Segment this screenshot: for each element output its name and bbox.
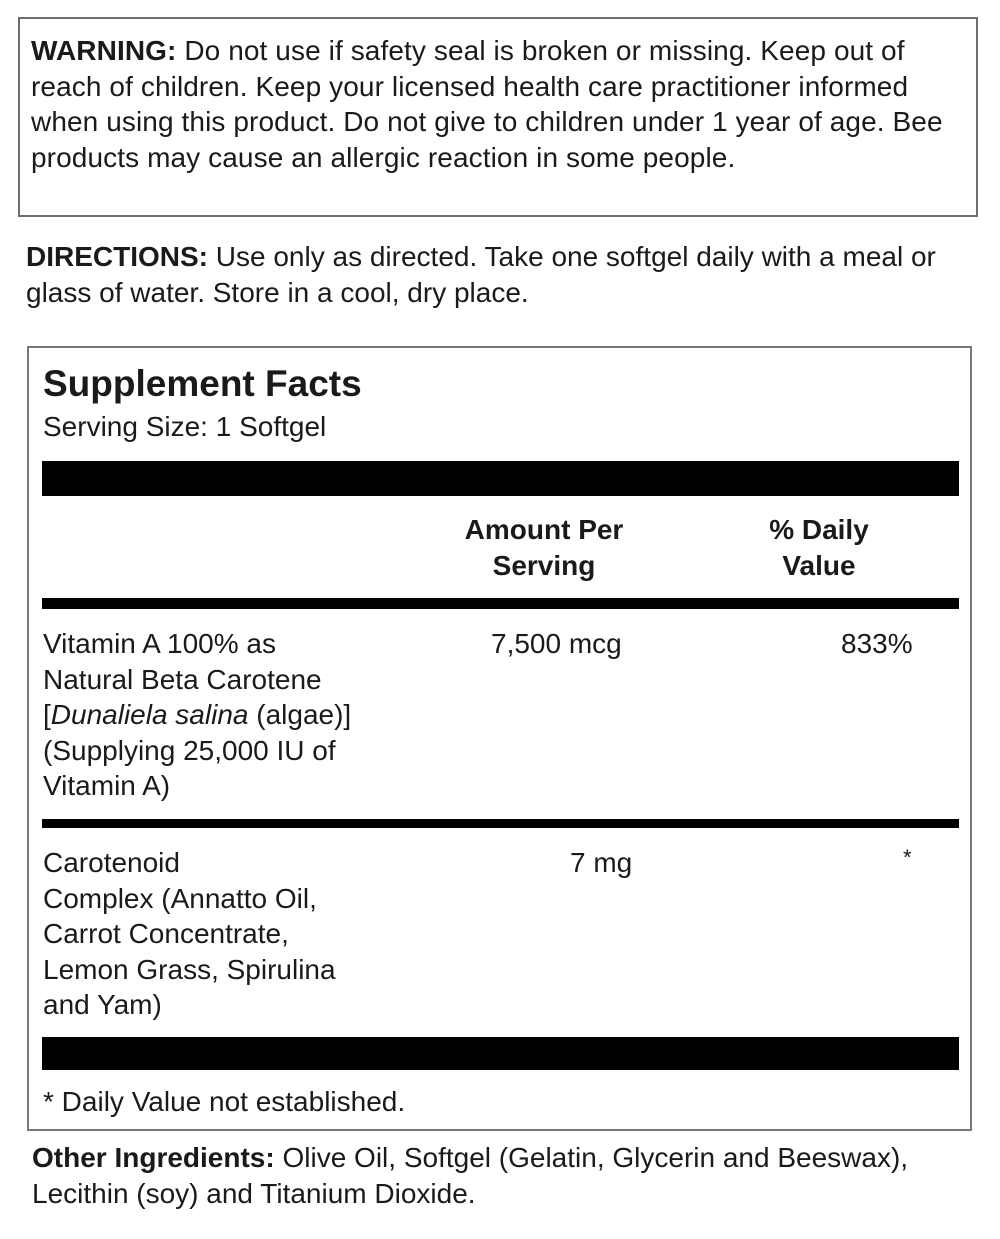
warning-label: WARNING: [31, 35, 177, 66]
directions [26, 239, 976, 311]
thick-divider-bottom [42, 1037, 959, 1070]
bracket-open: [ [43, 699, 51, 730]
ingredient-carotenoid-complex [43, 845, 336, 1023]
ingredient-line: Carrot Concentrate, [43, 918, 289, 949]
bracket-close: (algae)] [248, 699, 352, 730]
header-dv-line2: Value [782, 550, 856, 581]
ingredient-line: Vitamin A) [43, 770, 171, 801]
dv-vitamin-a: 833% [841, 628, 913, 659]
ingredient-vitamin-a [43, 626, 351, 804]
supplement-facts-title: Supplement Facts [43, 363, 362, 404]
ingredient-line: (Supplying 25,000 IU of [43, 734, 336, 766]
warning-box [18, 17, 978, 217]
ingredient-line: Carotenoid [43, 847, 180, 878]
directions-text: Use only as directed. Take one softgel daily with a meal or glass of water. Store in a cool, dry place. [26, 241, 936, 308]
other-ingredients-label: Other Ingredients: [32, 1142, 275, 1173]
ingredient-line [43, 697, 351, 733]
ingredient-line: Vitamin A 100% as [43, 628, 276, 659]
species-name: Dunaliela salina [50, 699, 249, 730]
ingredient-line: and Yam) [43, 989, 162, 1020]
amount-vitamin-a: 7,500 mcg [491, 628, 622, 659]
thick-divider-top [42, 461, 959, 496]
footnote: * Daily Value not established. [43, 1086, 406, 1117]
amount-carotenoid-complex: 7 mg [570, 847, 633, 878]
header-amount-per-serving [434, 512, 654, 584]
header-daily-value [749, 512, 889, 584]
directions-label: DIRECTIONS: [26, 241, 208, 272]
divider-row [42, 819, 959, 828]
ingredient-line: Complex (Annatto Oil, [43, 882, 317, 914]
warning-text: Do not use if safety seal is broken or missing. Keep out of reach of children. Keep your licensed health care practitioner informed when using this product. Do not give to children under 1 year of age. Bee products may cause an allergic reaction in some people. [31, 35, 943, 173]
header-dv-line1: % Daily [769, 514, 869, 545]
ingredient-line: Lemon Grass, Spirulina [43, 953, 336, 985]
divider-after-header [42, 598, 959, 609]
header-amount-line2: Serving [492, 550, 596, 581]
ingredient-line: Natural Beta Carotene [43, 663, 322, 695]
dv-carotenoid-complex: * [903, 845, 912, 870]
other-ingredients [32, 1140, 972, 1212]
other-ingredients-text: Olive Oil, Softgel (Gelatin, Glycerin and Beeswax), Lecithin (soy) and Titanium Dioxide. [32, 1142, 909, 1209]
supplement-facts-panel [27, 346, 972, 1131]
serving-size: Serving Size: 1 Softgel [43, 411, 327, 442]
header-amount-line1: Amount Per [464, 514, 624, 545]
